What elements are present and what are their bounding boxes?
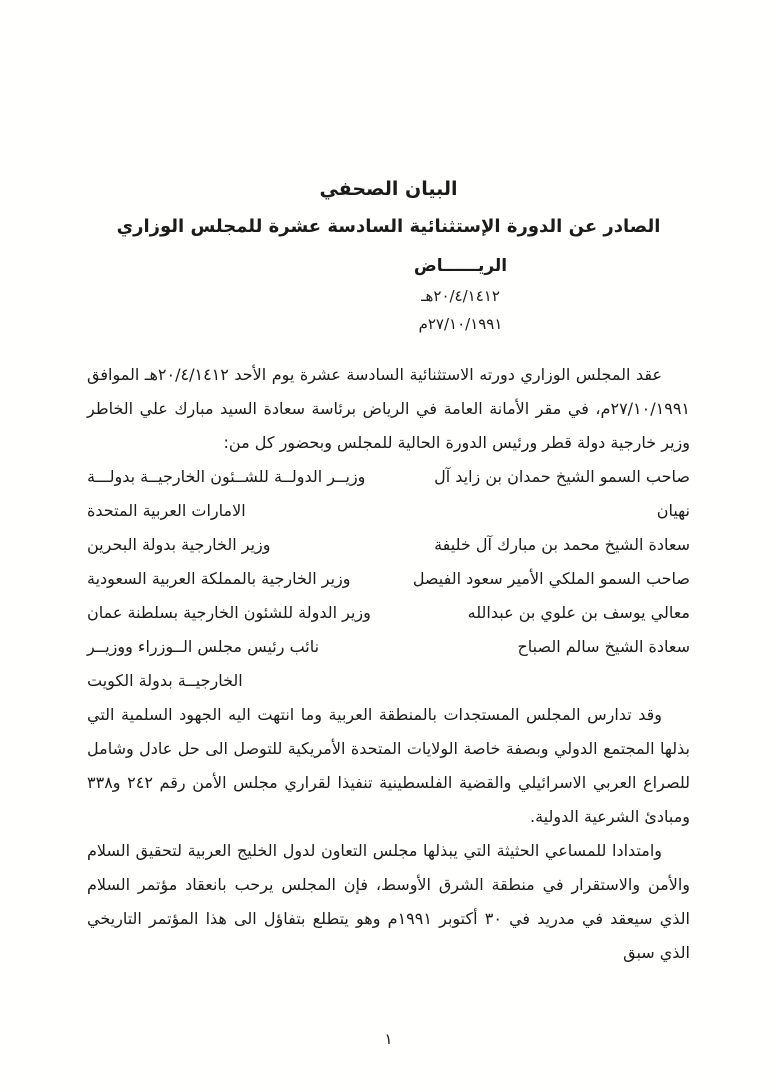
attendee-row [87, 562, 690, 596]
paragraph-deliberations: وقد تدارس المجلس المستجدات بالمنطقة العربية وما انتهت اليه الجهود السلمية التي بذلها المجتمع الدولي وبصفة خاصة الولايات المتحدة الأمريكية للتوصل الى حل عادل وشامل للصراع العربي الاسرائيلي والقضية الفلسطينية تنفيذا لقراري مجلس الأمن رقم ٢٤٢ و٣٣٨ ومبادئ الشرعية الدولية. [87, 705, 690, 826]
attendee-name: سعادة الشيخ محمد بن مبارك آل خليفة [434, 535, 690, 554]
attendees-list [87, 460, 690, 698]
attendee-title: وزير الخارجية بدولة البحرين [87, 535, 271, 554]
attendee-row [87, 528, 690, 562]
document-subtitle: الصادر عن الدورة الإستثنائية السادسة عشرة للمجلس الوزاري [116, 216, 661, 237]
document-footer [0, 1029, 777, 1048]
location-label: الريــــــاض [413, 256, 508, 276]
attendee-title: وزير الدولة للشئون الخارجية بسلطنة عمان [87, 603, 371, 622]
attendee-title: وزيــر الدولــة للشــئون الخارجيــة بدولـــة الامارات العربية المتحدة [87, 467, 366, 520]
attendee-title: نائب رئيس مجلس الــوزراء ووزيــر الخارجيــة بدولة الكويت [87, 637, 320, 690]
attendee-name: صاحب السمو الملكي الأمير سعود الفيصل [412, 569, 690, 588]
attendee-row [87, 630, 690, 698]
attendee-name: سعادة الشيخ سالم الصباح [517, 637, 690, 656]
page-number: ١ [384, 1030, 393, 1048]
header-meta-block [72, 254, 777, 334]
document-header [0, 0, 777, 334]
attendee-name: معالي يوسف بن علوي بن عبدالله [467, 603, 690, 622]
document-body [0, 358, 777, 970]
attendee-name: صاحب السمو الشيخ حمدان بن زايد آل نهيان [434, 467, 690, 520]
attendee-row [87, 596, 690, 630]
paragraph-peace-conference: وامتدادا للمساعي الحثيثة التي يبذلها مجلس التعاون لدول الخليج العربية لتحقيق السلام والأمن والاستقرار في منطقة الشرق الأوسط، فإن المجلس يرحب بانعقاد مؤتمر السلام الذي سيعقد في مدريد في ٣٠ أكتوبر ١٩٩١م وهو يتطلع بتفاؤل الى هذا المؤتمر التاريخي الذي سبق [87, 841, 691, 962]
attendee-row [87, 460, 690, 528]
opening-paragraph: عقد المجلس الوزاري دورته الاستثنائية السادسة عشرة يوم الأحد ٢٠/٤/١٤١٢هـ الموافق ٢٧/١٠/١٩٩١م، في مقر الأمانة العامة في الرياض برئاسة سعادة السيد مبارك علي الخاطر وزير خارجية دولة قطر ورئيس الدورة الحالية للمجلس وبحضور كل من: [87, 365, 690, 452]
attendee-title: وزير الخارجية بالمملكة العربية السعودية [87, 569, 351, 588]
document-title: البيان الصحفي [319, 178, 458, 200]
date-hijri: ٢٠/٤/١٤١٢هـ [421, 287, 500, 305]
date-gregorian: ٢٧/١٠/١٩٩١م [418, 315, 503, 333]
